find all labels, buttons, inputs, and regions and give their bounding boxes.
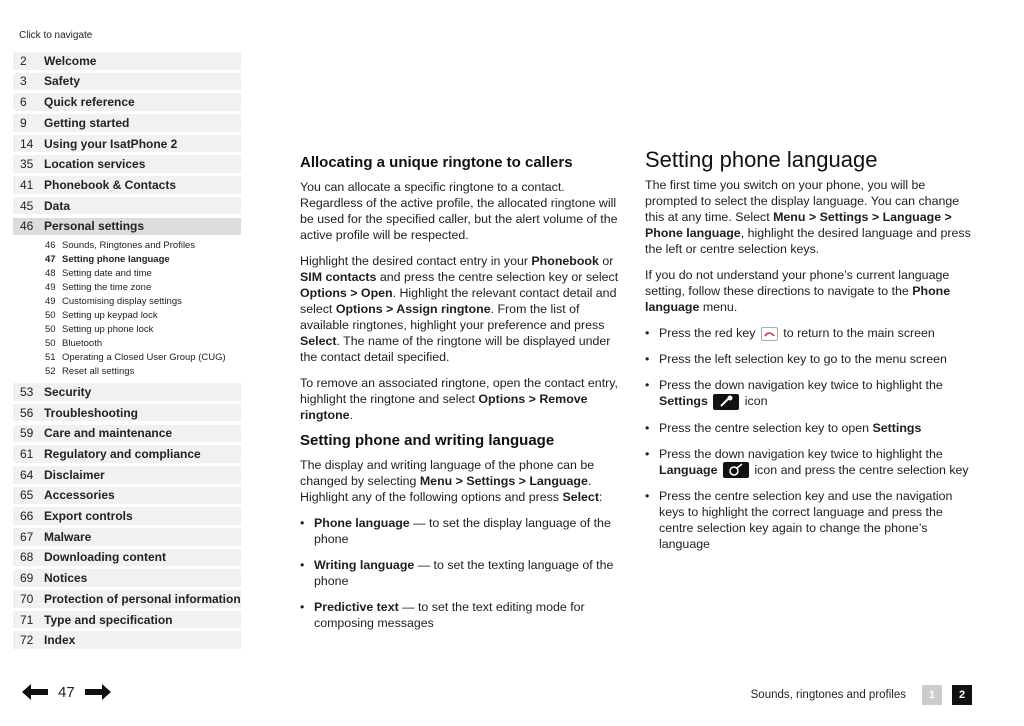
sub-toc-item-page: 49 [45, 281, 56, 293]
list-item: • Phone language — to set the display language of the phone [300, 515, 630, 547]
sub-toc-item-label: Setting up phone lock [62, 323, 154, 335]
red-key-icon [761, 327, 778, 341]
toc-item-label: Welcome [44, 53, 97, 68]
sub-toc-item[interactable] [13, 350, 241, 364]
table-of-contents [13, 52, 241, 652]
sub-toc-list [13, 238, 241, 378]
sub-toc-item-label: Setting date and time [62, 267, 152, 279]
footer-section-pager [751, 685, 972, 705]
toc-item-label: Security [44, 384, 92, 399]
options-list [300, 515, 630, 631]
language-icon [723, 462, 749, 478]
sub-toc-item-label: Bluetooth [62, 337, 103, 349]
sub-toc-item-label: Setting the time zone [62, 281, 152, 293]
toc-item-page: 65 [20, 488, 34, 503]
toc-item[interactable] [13, 73, 241, 91]
paragraph: Highlight the desired contact entry in your Phonebook or SIM contacts and press the centre selection key or select Options > Open. Highlight the relevant contact detail and select Options > Assign ringtone. From the list of available ringtones, highlight your preference and press Select. The name of the ringtone will be displayed under the contact detail specified. [300, 254, 619, 364]
toc-item-label: Index [44, 633, 76, 648]
toc-item-label: Accessories [44, 488, 115, 503]
steps-list [645, 325, 980, 552]
sub-toc-item-page: 51 [45, 351, 56, 363]
right-column [645, 147, 980, 562]
toc-item-page: 64 [20, 467, 34, 482]
sub-toc-item[interactable] [13, 364, 241, 378]
toc-item[interactable] [13, 176, 241, 194]
toc-item-page: 61 [20, 447, 34, 462]
toc-item-page: 41 [20, 177, 34, 192]
section-heading-ringtone: Allocating a unique ringtone to callers [300, 154, 573, 171]
sub-toc-item[interactable] [13, 322, 241, 336]
toc-item[interactable] [13, 631, 241, 649]
sub-toc-item[interactable] [13, 336, 241, 350]
list-item: • Press the left selection key to go to the menu screen [645, 351, 980, 367]
list-item: • Press the down navigation key twice to highlight the Language icon and press the centre selection key [645, 446, 980, 479]
toc-item-label: Downloading content [44, 550, 166, 565]
toc-item-page: 45 [20, 198, 34, 213]
toc-item[interactable] [13, 611, 241, 629]
page-title: Setting phone language [645, 147, 878, 172]
toc-item[interactable] [13, 114, 241, 132]
toc-item-page: 53 [20, 384, 34, 399]
section-label: Sounds, ringtones and profiles [750, 689, 906, 701]
settings-wrench-icon [713, 394, 739, 410]
toc-item-label: Export controls [44, 509, 133, 524]
toc-item[interactable] [13, 466, 241, 484]
middle-column [300, 155, 630, 641]
footer-navigation [20, 682, 113, 702]
section-page-1-button[interactable]: 1 [922, 685, 942, 705]
sub-toc-item[interactable] [13, 238, 241, 252]
toc-item-label: Quick reference [44, 95, 135, 110]
list-item: • Press the centre selection key and use the navigation keys to highlight the correct language and press the centre selection key again to change the phone’s language [645, 488, 980, 552]
list-item: • Press the centre selection key to open Settings [645, 420, 980, 436]
toc-item-label: Location services [44, 157, 146, 172]
toc-item[interactable] [13, 52, 241, 70]
toc-item[interactable] [13, 155, 241, 173]
toc-item-label: Disclaimer [44, 467, 105, 482]
sub-toc-item-page: 50 [45, 337, 56, 349]
toc-item-label: Using your IsatPhone 2 [44, 136, 178, 151]
paragraph: To remove an associated ringtone, open the contact entry, highlight the ringtone and select Options > Remove ringtone. [300, 376, 618, 422]
toc-item[interactable] [13, 218, 241, 236]
toc-item[interactable] [13, 487, 241, 505]
toc-item-page: 70 [20, 591, 34, 606]
toc-item-page: 56 [20, 405, 34, 420]
toc-item[interactable] [13, 549, 241, 567]
toc-item-label: Phonebook & Contacts [44, 177, 177, 192]
toc-item[interactable] [13, 404, 241, 422]
toc-item-page: 66 [20, 509, 34, 524]
sub-toc-item-label: Operating a Closed User Group (CUG) [62, 351, 226, 363]
list-item: • Predictive text — to set the text editing mode for composing messages [300, 599, 630, 631]
list-item: • Press the down navigation key twice to highlight the Settings icon [645, 377, 980, 410]
sub-toc-item-page: 46 [45, 239, 56, 251]
sub-toc-item[interactable] [13, 294, 241, 308]
list-item: • Writing language — to set the texting language of the phone [300, 557, 630, 589]
toc-item[interactable] [13, 569, 241, 587]
sub-toc-item-label: Sounds, Ringtones and Profiles [62, 239, 196, 251]
sub-toc-item[interactable] [13, 280, 241, 294]
toc-item-page: 3 [20, 74, 27, 89]
toc-item-label: Protection of personal information [44, 591, 241, 606]
nav-hint: Click to navigate [19, 30, 93, 41]
toc-item-page: 72 [20, 633, 34, 648]
toc-item-page: 67 [20, 529, 34, 544]
paragraph: If you do not understand your phone’s current language setting, follow these directions to navigate to the Phone language menu. [645, 268, 951, 314]
toc-item-label: Getting started [44, 115, 130, 130]
sub-toc-item-label: Reset all settings [62, 365, 135, 377]
sub-toc-item-page: 50 [45, 323, 56, 335]
sub-toc-item-page: 52 [45, 365, 56, 377]
toc-item-label: Regulatory and compliance [44, 447, 201, 462]
toc-item-page: 14 [20, 136, 34, 151]
toc-item-label: Troubleshooting [44, 405, 138, 420]
toc-item[interactable] [13, 383, 241, 401]
sub-toc-item[interactable] [13, 266, 241, 280]
paragraph: The first time you switch on your phone, you will be prompted to select the display language. You can change this at any time. Select Menu > Settings > Language > Phone language, highlight the desired language and press the left or centre selection keys. [645, 178, 971, 256]
toc-item-label: Personal settings [44, 219, 145, 234]
toc-item[interactable] [13, 425, 241, 443]
toc-item[interactable] [13, 197, 241, 215]
toc-item[interactable] [13, 590, 241, 608]
toc-item-label: Data [44, 198, 71, 213]
toc-item-page: 46 [20, 219, 34, 234]
section-heading-language: Setting phone and writing language [300, 432, 555, 449]
toc-item-page: 59 [20, 426, 34, 441]
toc-item[interactable] [13, 445, 241, 463]
toc-item-label: Care and maintenance [44, 426, 173, 441]
toc-item-label: Notices [44, 571, 88, 586]
toc-item-label: Malware [44, 529, 92, 544]
sub-toc-item-page: 49 [45, 295, 56, 307]
toc-item-label: Type and specification [44, 612, 173, 627]
toc-item-page: 69 [20, 571, 34, 586]
toc-item-page: 68 [20, 550, 34, 565]
paragraph: You can allocate a specific ringtone to a contact. Regardless of the active profile, the allocated ringtone will be used for the specified caller, but the alert volume of the active profile will be respected. [300, 180, 618, 242]
toc-item[interactable] [13, 528, 241, 546]
toc-item-label: Safety [44, 74, 81, 89]
toc-item[interactable] [13, 93, 241, 111]
toc-item-page: 35 [20, 157, 34, 172]
toc-item[interactable] [13, 507, 241, 525]
toc-item[interactable] [13, 135, 241, 153]
list-item: • Press the red key to return to the main screen [645, 325, 980, 341]
section-page-2-button[interactable]: 2 [952, 685, 972, 705]
sub-toc-item-page: 47 [45, 253, 56, 265]
sub-toc-item-page: 48 [45, 267, 56, 279]
toc-item-page: 9 [20, 115, 27, 130]
toc-item-page: 71 [20, 612, 34, 627]
sub-toc-item[interactable] [13, 308, 241, 322]
previous-page-arrow-icon[interactable] [20, 682, 50, 702]
sub-toc-item[interactable] [13, 252, 241, 266]
sub-toc-item-label: Setting up keypad lock [62, 309, 158, 321]
sub-toc-item-label: Setting phone language [62, 253, 170, 265]
toc-item-page: 2 [20, 53, 27, 68]
current-page-number: 47 [58, 683, 75, 701]
sub-toc-item-page: 50 [45, 309, 56, 321]
sub-toc-item-label: Customising display settings [62, 295, 182, 307]
next-page-arrow-icon[interactable] [83, 682, 113, 702]
paragraph: The display and writing language of the phone can be changed by selecting Menu > Settings > Language. Highlight any of the following options and press Select: [300, 458, 603, 504]
toc-item-page: 6 [20, 95, 27, 110]
